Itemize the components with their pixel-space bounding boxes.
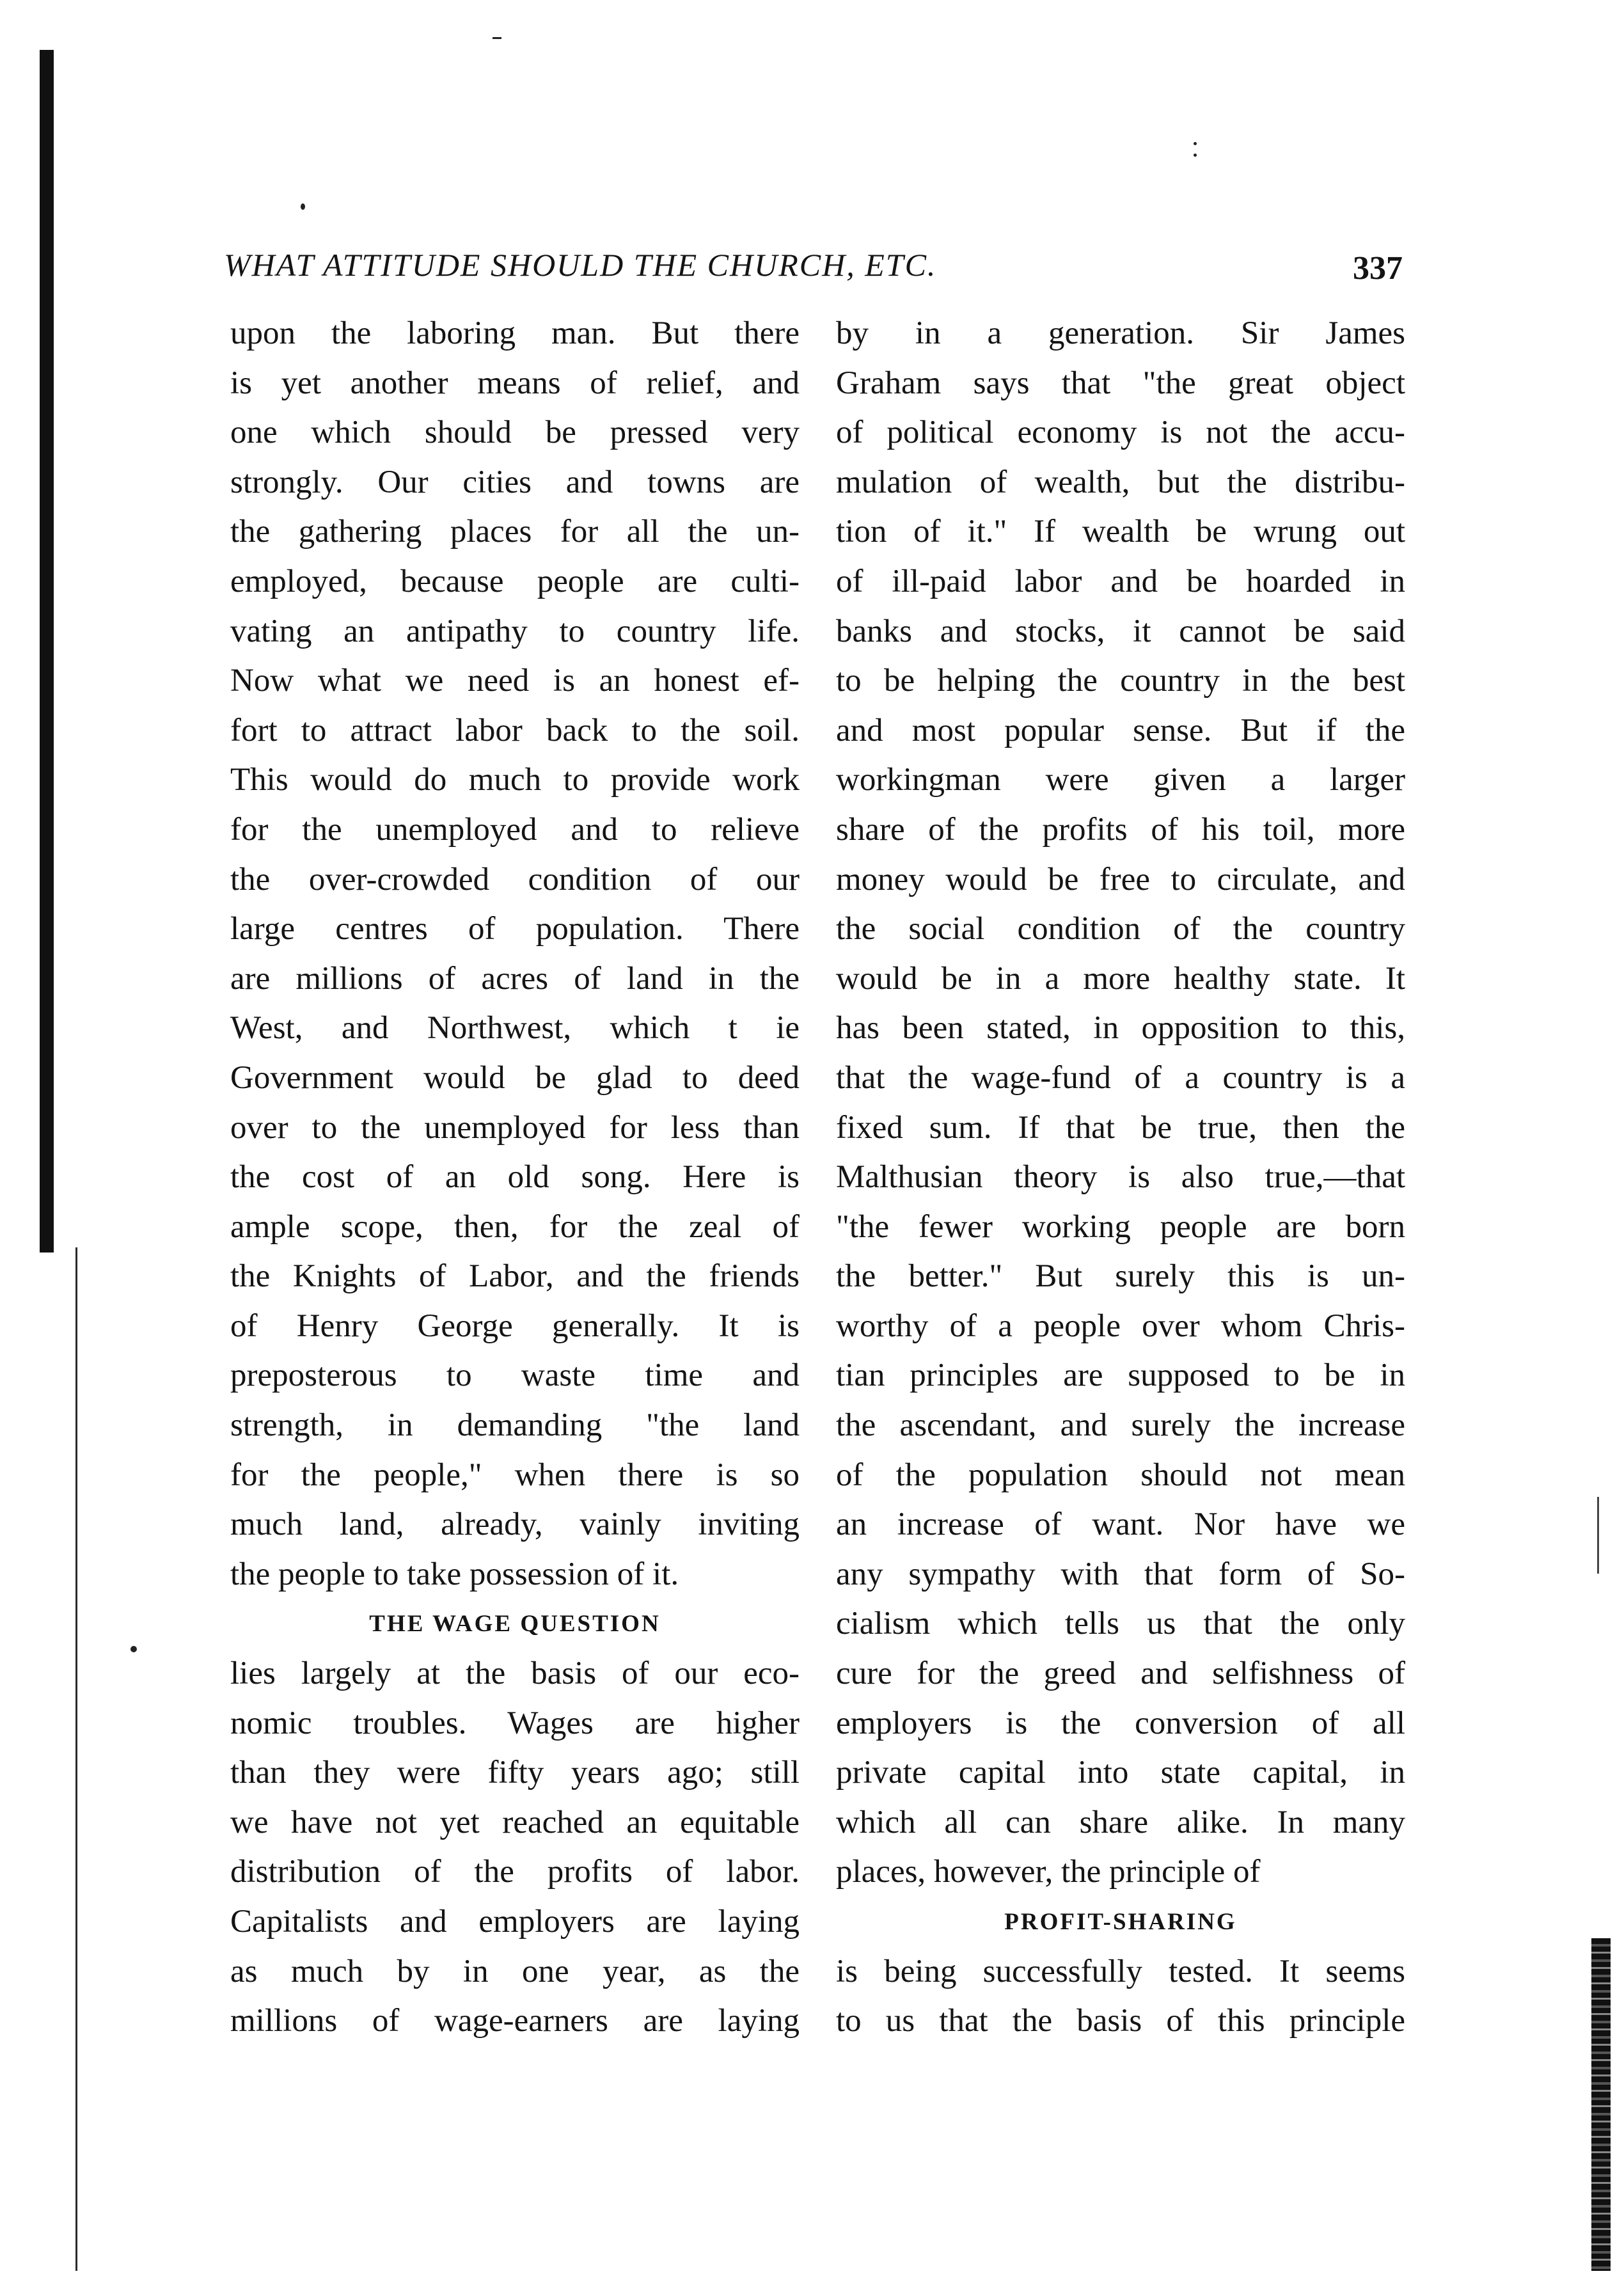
text-line: strongly. Our cities and towns are bbox=[230, 464, 800, 500]
text-line: fort to attract labor back to the soil. bbox=[230, 712, 800, 748]
text-line: to us that the basis of this principle bbox=[836, 2003, 1405, 2039]
scan-speck bbox=[130, 1646, 137, 1652]
text-line: the better." But surely this is un- bbox=[836, 1258, 1405, 1295]
text-line: money would be free to circulate, and bbox=[836, 861, 1405, 897]
text-line: distribution of the profits of labor. bbox=[230, 1854, 800, 1890]
text-line: private capital into state capital, in bbox=[836, 1755, 1405, 1791]
text-line: Capitalists and employers are laying bbox=[230, 1904, 800, 1940]
scan-binding-edge bbox=[40, 50, 54, 1253]
text-line: has been stated, in opposition to this, bbox=[836, 1010, 1405, 1047]
text-line: is being successfully tested. It seems bbox=[836, 1953, 1405, 1989]
text-line: much land, already, vainly inviting bbox=[230, 1506, 800, 1543]
text-line: the gathering places for all the un- bbox=[230, 514, 800, 550]
text-line: ample scope, then, for the zeal of bbox=[230, 1208, 800, 1245]
text-line: are millions of acres of land in the bbox=[230, 960, 800, 997]
section-subheading: THE WAGE QUESTION bbox=[369, 1611, 661, 1638]
scan-page-edge-line bbox=[75, 1247, 77, 2271]
text-line: the people to take possession of it. bbox=[230, 1556, 679, 1592]
text-line: nomic troubles. Wages are higher bbox=[230, 1705, 800, 1741]
scan-right-edge-mark bbox=[1597, 1497, 1599, 1574]
text-line: by in a generation. Sir James bbox=[836, 315, 1405, 351]
text-line: This would do much to provide work bbox=[230, 762, 800, 798]
text-line: the social condition of the country bbox=[836, 911, 1405, 947]
text-line: any sympathy with that form of So- bbox=[836, 1556, 1405, 1592]
text-line: employers is the conversion of all bbox=[836, 1705, 1405, 1741]
text-line: upon the laboring man. But there bbox=[230, 315, 800, 351]
text-line: workingman were given a larger bbox=[836, 762, 1405, 798]
right-column bbox=[836, 309, 1405, 2046]
text-line: than they were fifty years ago; still bbox=[230, 1755, 800, 1791]
text-line: places, however, the principle of bbox=[836, 1854, 1261, 1890]
text-line: Graham says that "the great object bbox=[836, 365, 1405, 401]
text-line: the ascendant, and surely the increase bbox=[836, 1407, 1405, 1444]
text-line: Government would be glad to deed bbox=[230, 1059, 800, 1096]
text-line: millions of wage-earners are laying bbox=[230, 2003, 800, 2039]
text-line: preposterous to waste time and bbox=[230, 1357, 800, 1394]
page-number: 337 bbox=[1353, 250, 1403, 287]
section-subheading: PROFIT-SHARING bbox=[1004, 1909, 1237, 1935]
text-line: to be helping the country in the best bbox=[836, 663, 1405, 699]
text-line: tion of it." If wealth be wrung out bbox=[836, 514, 1405, 550]
text-line: as much by in one year, as the bbox=[230, 1953, 800, 1989]
text-line: Now what we need is an honest ef- bbox=[230, 663, 800, 699]
text-line: of political economy is not the accu- bbox=[836, 415, 1405, 451]
text-line: we have not yet reached an equitable bbox=[230, 1804, 800, 1840]
text-line: of the population should not mean bbox=[836, 1457, 1405, 1493]
text-line: for the unemployed and to relieve bbox=[230, 811, 800, 848]
text-line: is yet another means of relief, and bbox=[230, 365, 800, 401]
text-line: an increase of want. Nor have we bbox=[836, 1506, 1405, 1543]
text-line: Malthusian theory is also true,—that bbox=[836, 1159, 1405, 1196]
text-line: tian principles are supposed to be in bbox=[836, 1357, 1405, 1394]
scan-right-edge-shadow bbox=[1591, 1938, 1611, 2271]
text-line: strength, in demanding "the land bbox=[230, 1407, 800, 1444]
text-line: the cost of an old song. Here is bbox=[230, 1159, 800, 1196]
text-line: mulation of wealth, but the distribu- bbox=[836, 464, 1405, 500]
text-line: cure for the greed and selfishness of bbox=[836, 1656, 1405, 1692]
scan-speck bbox=[301, 203, 305, 210]
text-line: worthy of a people over whom Chris- bbox=[836, 1308, 1405, 1344]
scan-speck bbox=[1194, 142, 1197, 145]
text-line: cialism which tells us that the only bbox=[836, 1606, 1405, 1642]
text-line: for the people," when there is so bbox=[230, 1457, 800, 1493]
scan-speck bbox=[1194, 154, 1197, 157]
running-title: WHAT ATTITUDE SHOULD THE CHURCH, ETC. bbox=[224, 247, 937, 283]
text-line: large centres of population. There bbox=[230, 911, 800, 947]
text-line: banks and stocks, it cannot be said bbox=[836, 613, 1405, 649]
scan-speck bbox=[493, 37, 501, 39]
left-column bbox=[230, 309, 800, 2046]
text-line: West, and Northwest, which t ie bbox=[230, 1010, 800, 1047]
text-line: "the fewer working people are born bbox=[836, 1208, 1405, 1245]
text-line: and most popular sense. But if the bbox=[836, 712, 1405, 748]
text-line: lies largely at the basis of our eco- bbox=[230, 1656, 800, 1692]
text-line: fixed sum. If that be true, then the bbox=[836, 1109, 1405, 1146]
text-line: one which should be pressed very bbox=[230, 415, 800, 451]
text-line: the over-crowded condition of our bbox=[230, 861, 800, 897]
text-line: vating an antipathy to country life. bbox=[230, 613, 800, 649]
text-line: employed, because people are culti- bbox=[230, 563, 800, 599]
text-line: of Henry George generally. It is bbox=[230, 1308, 800, 1344]
text-line: that the wage-fund of a country is a bbox=[836, 1059, 1405, 1096]
text-line: which all can share alike. In many bbox=[836, 1804, 1405, 1840]
text-line: over to the unemployed for less than bbox=[230, 1109, 800, 1146]
text-line: would be in a more healthy state. It bbox=[836, 960, 1405, 997]
text-line: share of the profits of his toil, more bbox=[836, 811, 1405, 848]
text-line: the Knights of Labor, and the friends bbox=[230, 1258, 800, 1295]
text-line: of ill-paid labor and be hoarded in bbox=[836, 563, 1405, 599]
